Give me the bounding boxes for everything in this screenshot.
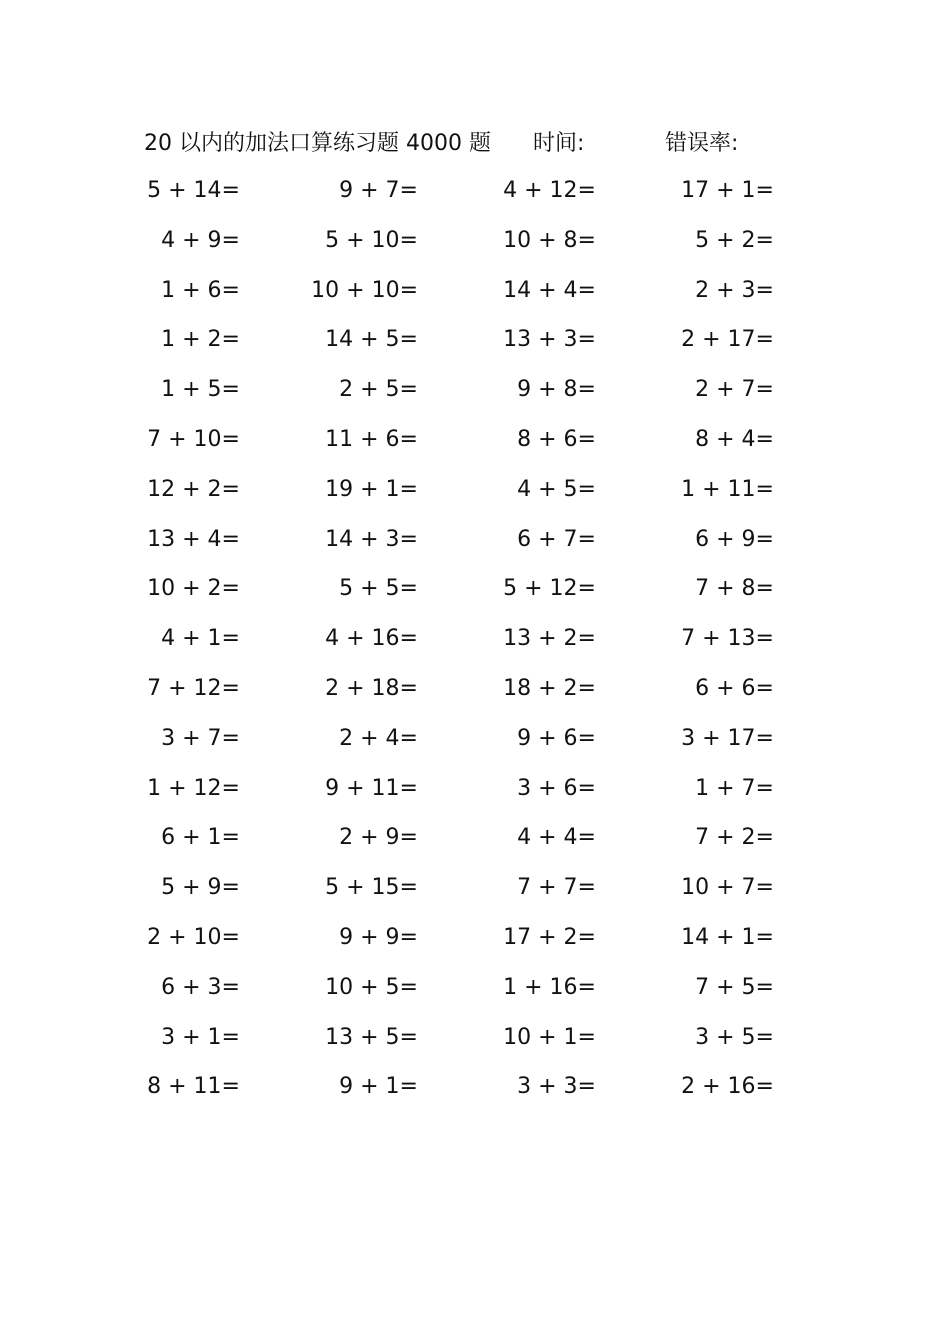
addition-problem: 10 + 8= — [503, 227, 596, 253]
problem-row — [0, 224, 950, 274]
addition-problem: 2 + 4= — [339, 725, 418, 751]
addition-problem: 4 + 12= — [503, 178, 596, 203]
addition-problem: 4 + 1= — [161, 626, 240, 652]
problem-row — [0, 722, 950, 772]
addition-problem: 8 + 11= — [147, 1074, 240, 1100]
addition-problem: 14 + 5= — [325, 327, 418, 353]
addition-problem: 7 + 13= — [681, 626, 774, 652]
addition-problem: 5 + 2= — [695, 227, 774, 253]
problem-row — [0, 821, 950, 871]
addition-problem: 2 + 7= — [695, 377, 774, 403]
addition-problem: 2 + 17= — [681, 327, 774, 353]
addition-problem: 7 + 8= — [695, 576, 774, 602]
problem-row — [0, 871, 950, 921]
addition-problem: 10 + 1= — [503, 1024, 596, 1050]
addition-problem: 18 + 2= — [503, 675, 596, 701]
addition-problem: 7 + 12= — [147, 675, 240, 701]
addition-problem: 6 + 9= — [695, 526, 774, 552]
problem-row — [0, 1070, 950, 1120]
addition-problem: 5 + 14= — [147, 178, 240, 203]
addition-problem: 3 + 17= — [681, 725, 774, 751]
addition-problem: 5 + 15= — [325, 875, 418, 901]
addition-problem: 7 + 2= — [695, 825, 774, 851]
addition-problem: 1 + 6= — [161, 277, 240, 303]
addition-problem: 9 + 11= — [325, 775, 418, 801]
addition-problem: 3 + 5= — [695, 1024, 774, 1050]
addition-problem: 9 + 7= — [339, 178, 418, 203]
addition-problem: 1 + 11= — [681, 476, 774, 502]
addition-problem: 17 + 2= — [503, 924, 596, 950]
addition-problem: 10 + 2= — [147, 576, 240, 602]
addition-problem: 7 + 5= — [695, 974, 774, 1000]
addition-problem: 4 + 16= — [325, 626, 418, 652]
addition-problem: 8 + 4= — [695, 426, 774, 452]
addition-problem: 13 + 2= — [503, 626, 596, 652]
addition-problem: 4 + 9= — [161, 227, 240, 253]
addition-problem: 14 + 3= — [325, 526, 418, 552]
problem-row — [0, 772, 950, 822]
problem-row — [0, 921, 950, 971]
worksheet-title: 20 以内的加法口算练习题 4000 题 — [144, 131, 491, 156]
problem-row — [0, 523, 950, 573]
addition-problem: 7 + 7= — [517, 875, 596, 901]
addition-problem: 3 + 3= — [517, 1074, 596, 1100]
addition-problem: 11 + 6= — [325, 426, 418, 452]
addition-problem: 10 + 7= — [681, 875, 774, 901]
problem-row — [0, 274, 950, 324]
addition-problem: 3 + 7= — [161, 725, 240, 751]
addition-problem: 10 + 10= — [311, 277, 418, 303]
addition-problem: 8 + 6= — [517, 426, 596, 452]
problem-row — [0, 373, 950, 423]
addition-problem: 5 + 12= — [503, 576, 596, 602]
problem-row — [0, 423, 950, 473]
error-rate-label: 错误率: — [665, 131, 739, 156]
addition-problem: 1 + 12= — [147, 775, 240, 801]
addition-problem: 2 + 18= — [325, 675, 418, 701]
problem-row — [0, 174, 950, 224]
addition-problem: 10 + 5= — [325, 974, 418, 1000]
addition-problem: 2 + 9= — [339, 825, 418, 851]
addition-problem: 9 + 1= — [339, 1074, 418, 1100]
addition-problem: 5 + 10= — [325, 227, 418, 253]
addition-problem: 1 + 5= — [161, 377, 240, 403]
addition-problem: 9 + 9= — [339, 924, 418, 950]
addition-problem: 12 + 2= — [147, 476, 240, 502]
addition-problem: 6 + 1= — [161, 825, 240, 851]
addition-problem: 5 + 9= — [161, 875, 240, 901]
addition-problem: 1 + 2= — [161, 327, 240, 353]
addition-problem: 7 + 10= — [147, 426, 240, 452]
addition-problem: 2 + 3= — [695, 277, 774, 303]
addition-problem: 17 + 1= — [681, 178, 774, 203]
addition-problem: 2 + 10= — [147, 924, 240, 950]
addition-problem: 6 + 7= — [517, 526, 596, 552]
addition-problem: 13 + 3= — [503, 327, 596, 353]
addition-problem: 6 + 3= — [161, 974, 240, 1000]
problem-row — [0, 323, 950, 373]
problem-row — [0, 572, 950, 622]
addition-problem: 19 + 1= — [325, 476, 418, 502]
addition-problem: 2 + 5= — [339, 377, 418, 403]
addition-problem: 3 + 1= — [161, 1024, 240, 1050]
problem-row — [0, 672, 950, 722]
problem-grid — [0, 174, 950, 1120]
addition-problem: 14 + 4= — [503, 277, 596, 303]
addition-problem: 3 + 6= — [517, 775, 596, 801]
problem-row — [0, 971, 950, 1021]
time-label: 时间: — [533, 131, 585, 156]
addition-problem: 2 + 16= — [681, 1074, 774, 1100]
addition-problem: 4 + 5= — [517, 476, 596, 502]
problem-row — [0, 1021, 950, 1071]
addition-problem: 9 + 8= — [517, 377, 596, 403]
problem-row — [0, 473, 950, 523]
addition-problem: 5 + 5= — [339, 576, 418, 602]
addition-problem: 14 + 1= — [681, 924, 774, 950]
problem-row — [0, 622, 950, 672]
addition-problem: 1 + 7= — [695, 775, 774, 801]
addition-problem: 4 + 4= — [517, 825, 596, 851]
addition-problem: 13 + 4= — [147, 526, 240, 552]
addition-problem: 9 + 6= — [517, 725, 596, 751]
addition-problem: 1 + 16= — [503, 974, 596, 1000]
addition-problem: 13 + 5= — [325, 1024, 418, 1050]
worksheet-header — [0, 126, 950, 160]
addition-problem: 6 + 6= — [695, 675, 774, 701]
